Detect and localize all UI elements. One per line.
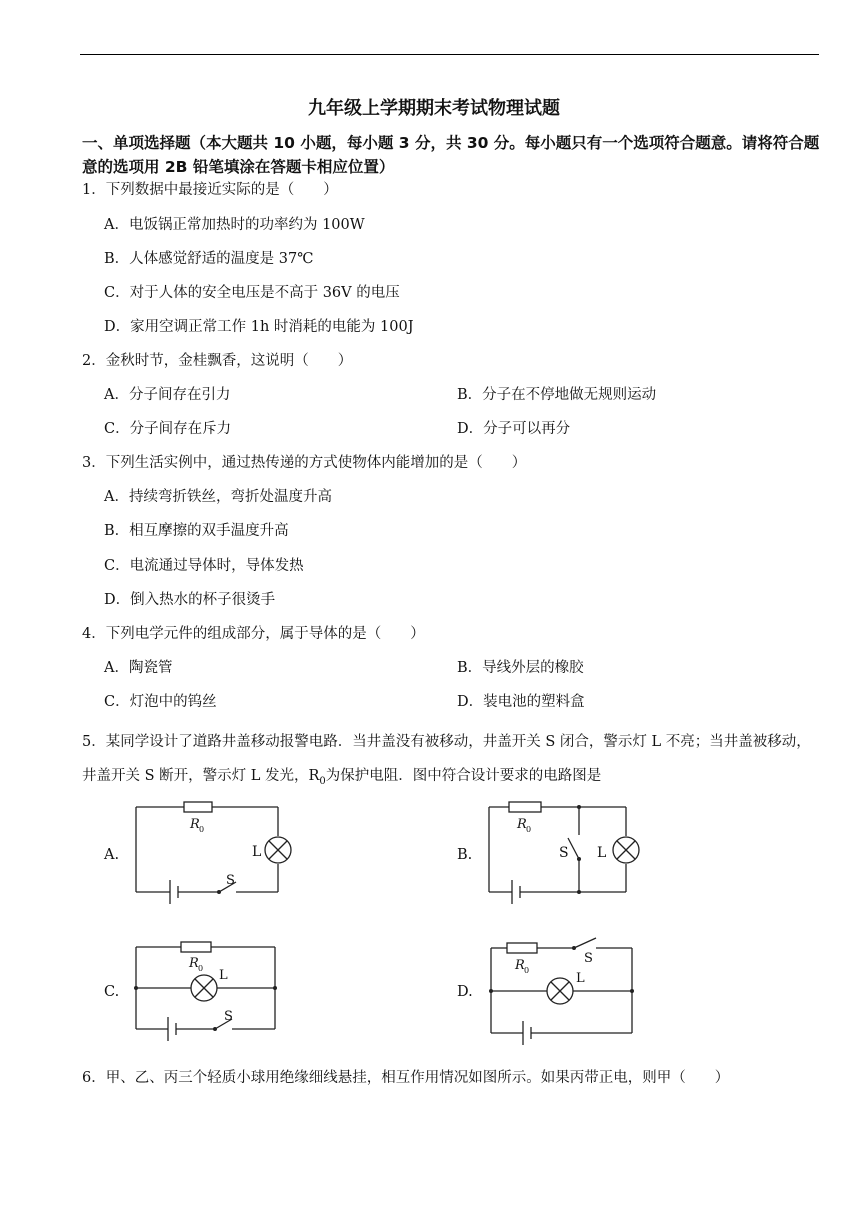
circuit-a-label: A.: [104, 847, 120, 863]
circuit-d-wires: [491, 948, 632, 1033]
resistor-icon: [184, 802, 212, 812]
lamp-label: L: [576, 971, 585, 986]
question-1-stem: 1．下列数据中最接近实际的是（ ）: [82, 182, 338, 198]
page-title: 九年级上学期期末考试物理试题: [308, 98, 560, 119]
lamp-icon: [547, 978, 573, 1004]
question-4-stem: 4．下列电学元件的组成部分，属于导体的是（ ）: [82, 626, 425, 642]
junction-dot: [273, 986, 277, 990]
resistor-label: R: [190, 817, 200, 832]
circuit-c-label: C.: [104, 984, 120, 1000]
junction-dot: [577, 805, 581, 809]
question-3-option-b: B．相互摩擦的双手温度升高: [104, 523, 289, 539]
question-2-option-b: B．分子在不停地做无规则运动: [457, 387, 657, 403]
junction-dot: [489, 989, 493, 993]
resistor-subscript: 0: [199, 825, 205, 834]
resistor-label: R: [517, 817, 527, 832]
lamp-label: L: [252, 844, 262, 860]
question-2-option-c: C．分子间存在斥力: [104, 421, 232, 437]
question-1-option-d: D．家用空调正常工作 1h 时消耗的电能为 100J: [104, 319, 414, 335]
resistor-subscript: 0: [526, 825, 532, 834]
resistor-icon: [509, 802, 541, 812]
resistor-label: R: [189, 956, 199, 971]
question-2-option-a: A．分子间存在引力: [104, 387, 231, 403]
switch-icon: [568, 838, 581, 861]
junction-dot: [630, 989, 634, 993]
question-4-option-d: D．装电池的塑料盒: [457, 694, 585, 710]
resistor-icon: [507, 943, 537, 953]
question-4-option-b: B．导线外层的橡胶: [457, 660, 584, 676]
switch-label: S: [226, 873, 235, 888]
question-5-stem-part2: 为保护电阻．图中符合设计要求的电路图是: [325, 768, 602, 784]
battery-icon: [523, 1021, 531, 1045]
question-1-option-a: A．电饭锅正常加热时的功率约为 100W: [104, 217, 365, 233]
lamp-icon: [191, 975, 217, 1001]
resistor-label: R: [515, 958, 525, 973]
battery-icon: [170, 880, 178, 904]
question-2-option-d: D．分子可以再分: [457, 421, 571, 437]
junction-dot: [577, 890, 581, 894]
lamp-icon: [613, 837, 639, 863]
question-4-option-c: C．灯泡中的钨丝: [104, 694, 217, 710]
circuit-b-label: B.: [457, 847, 473, 863]
question-4-option-a: A．陶瓷管: [104, 660, 173, 676]
lamp-label: L: [219, 968, 228, 983]
question-5-stem-part1: 5．某同学设计了道路井盖移动报警电路．当井盖没有被移动，井盖开关 S 闭合，警示灯 L 不亮；当井盖被移动，井盖开关 S 断开，警示灯 L 发光，R: [82, 734, 811, 784]
switch-label: S: [584, 951, 593, 966]
question-5-stem-subscript: 0: [319, 775, 326, 787]
section-heading: 一、单项选择题（本大题共 10 小题，每小题 3 分，共 30 分。每小题只有一个选项符合题意。请将符合题意的选项用 2B 铅笔填涂在答题卡相应位置）: [82, 134, 820, 176]
junction-dot: [134, 986, 138, 990]
question-3-option-d: D．倒入热水的杯子很烫手: [104, 592, 276, 608]
circuit-d-label: D.: [457, 984, 473, 1000]
switch-label: S: [224, 1009, 233, 1024]
question-3-stem: 3．下列生活实例中，通过热传递的方式使物体内能增加的是（ ）: [82, 455, 527, 471]
switch-label: S: [559, 845, 569, 861]
resistor-subscript: 0: [524, 966, 530, 975]
resistor-icon: [181, 942, 211, 952]
battery-icon: [512, 880, 520, 904]
question-1-option-c: C．对于人体的安全电压是不高于 36V 的电压: [104, 285, 400, 301]
lamp-label: L: [597, 845, 607, 861]
question-3-option-c: C．电流通过导体时，导体发热: [104, 558, 304, 574]
switch-icon: [572, 938, 596, 950]
battery-icon: [168, 1017, 176, 1041]
question-6-stem: 6．甲、乙、丙三个轻质小球用绝缘细线悬挂，相互作用情况如图所示。如果丙带正电，则甲（ ）: [82, 1070, 730, 1086]
circuit-c-wires: [136, 947, 275, 1029]
question-3-option-a: A．持续弯折铁丝，弯折处温度升高: [104, 489, 332, 505]
question-1-option-b: B．人体感觉舒适的温度是 37℃: [104, 251, 314, 267]
question-2-stem: 2．金秋时节，金桂飘香，这说明（ ）: [82, 353, 353, 369]
resistor-subscript: 0: [198, 964, 204, 973]
lamp-icon: [265, 837, 291, 863]
